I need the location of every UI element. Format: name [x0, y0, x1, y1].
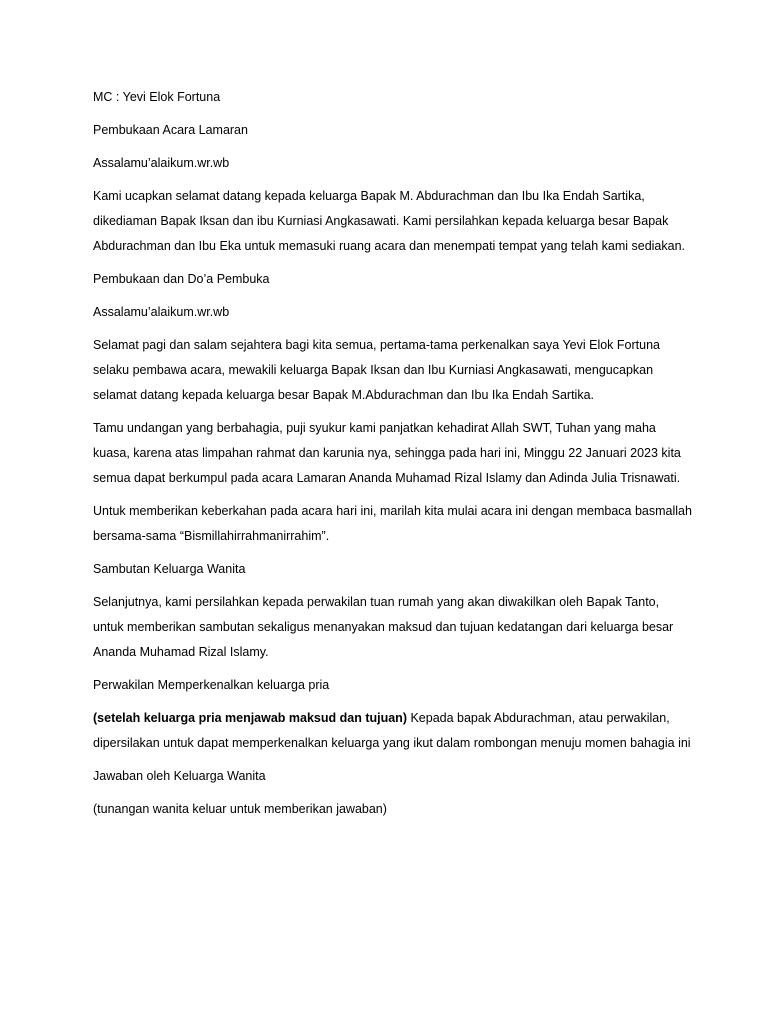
section-title-introduce-family: Perwakilan Memperkenalkan keluarga pria — [93, 678, 330, 692]
greeting-2: Assalamu’alaikum.wr.wb — [93, 305, 230, 319]
paragraph-gratitude: Tamu undangan yang berbahagia, puji syukur kami panjatkan kehadirat Allah SWT, Tuhan yang maha kuasa, karena atas limpahan rahmat dan karunia nya, sehingga pada hari ini, Minggu 22 Januari 2023 kita semua dapat berkumpul pada acara Lamaran Ananda Muhamad Rizal Islamy dan Adinda Julia Trisnawati. — [93, 421, 681, 485]
section-title-welcome-speech: Sambutan Keluarga Wanita — [93, 562, 246, 576]
paragraph-basmallah: Untuk memberikan keberkahan pada acara hari ini, marilah kita mulai acara ini dengan membaca basmallah bersama-sama “Bismillahirrahmanirrahim”. — [93, 504, 692, 543]
paragraph-introduce-family-text: Kepada bapak Abdurachman, atau perwakilan, dipersilakan untuk dapat memperkenalkan keluarga yang ikut dalam rombongan menuju momen bahagia ini — [93, 711, 691, 750]
paragraph-introduction: Selamat pagi dan salam sejahtera bagi kita semua, pertama-tama perkenalkan saya Yevi Elok Fortuna selaku pembawa acara, mewakili keluarga Bapak Iksan dan Ibu Kurniasi Angkasawati, mengucapkan selamat datang kepada keluarga besar Bapak M.Abdurachman dan Ibu Ika Endah Sartika. — [93, 338, 660, 402]
paragraph-host-speech: Selanjutnya, kami persilahkan kepada perwakilan tuan rumah yang akan diwakilkan oleh Bapak Tanto, untuk memberikan sambutan sekaligus menanyakan maksud dan tujuan kedatangan dari keluarga besar Ananda Muhamad Rizal Islamy. — [93, 595, 674, 659]
stage-direction: (setelah keluarga pria menjawab maksud dan tujuan) — [93, 711, 407, 725]
document-page — [93, 85, 693, 830]
paragraph-introduce-family — [93, 706, 693, 756]
greeting-1: Assalamu’alaikum.wr.wb — [93, 156, 230, 170]
paragraph-answer-note: (tunangan wanita keluar untuk memberikan jawaban) — [93, 802, 387, 816]
section-title-answer: Jawaban oleh Keluarga Wanita — [93, 769, 266, 783]
mc-line: MC : Yevi Elok Fortuna — [93, 90, 221, 104]
section-title-opening: Pembukaan Acara Lamaran — [93, 123, 248, 137]
paragraph-welcome: Kami ucapkan selamat datang kepada keluarga Bapak M. Abdurachman dan Ibu Ika Endah Sartika, dikediaman Bapak Iksan dan ibu Kurniasi Angkasawati. Kami persilahkan kepada keluarga besar Bapak Abdurachman dan Ibu Eka untuk memasuki ruang acara dan menempati tempat yang telah kami sediakan. — [93, 189, 686, 253]
section-title-prayer: Pembukaan dan Do’a Pembuka — [93, 272, 270, 286]
